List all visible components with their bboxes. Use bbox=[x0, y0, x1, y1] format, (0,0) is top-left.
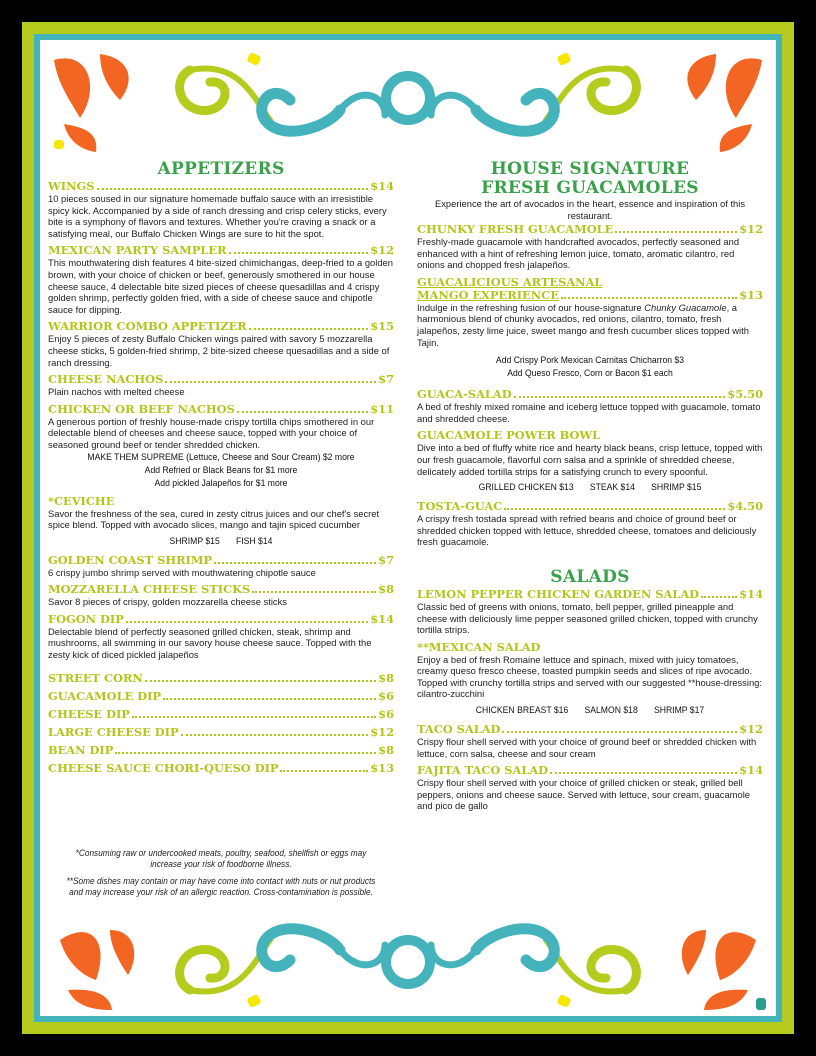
menu-item-large-cheese-dip bbox=[48, 726, 394, 739]
item-name: GUACAMOLE DIP bbox=[48, 688, 162, 703]
item-name: CHEESE NACHOS bbox=[48, 372, 164, 387]
item-description: Savor the freshness of the sea, cured in zesty citrus juices and our chef's secret spice blend. Topped with avocado slices, mango and tajin spiced cucumber bbox=[48, 507, 380, 531]
item-addon: Add pickled Jalapeños for $1 more bbox=[154, 477, 288, 489]
item-name-line2: MANGO EXPERIENCE bbox=[417, 287, 559, 302]
item-description: A generous portion of freshly house-made crispy tortilla chips smothered in our delectable blend of cheeses and cheese sauce, topped with your choice of seasoned ground beef or tender shredded chicken. bbox=[48, 415, 375, 450]
item-description: Crispy flour shell served with your choice of ground beef or shredded chicken with lettuce, corn salsa, cheese and sour cream bbox=[417, 736, 757, 759]
guacamoles-subtitle: Experience the art of avocados in the heart, essence and inspiration of this restaurant. bbox=[434, 198, 746, 221]
menu-item-street-corn bbox=[48, 672, 394, 685]
item-name: TOSTA-GUAC bbox=[417, 499, 503, 514]
menu-page bbox=[40, 40, 776, 1016]
menu-item-guacamole-power-bowl bbox=[417, 429, 763, 495]
menu-item-chori-queso-dip bbox=[48, 762, 394, 775]
item-name: CHICKEN OR BEEF NACHOS bbox=[48, 401, 235, 416]
item-name: GUACAMOLE POWER BOWL bbox=[417, 428, 601, 443]
item-options bbox=[65, 535, 376, 549]
option-steak: STEAK $14 bbox=[589, 482, 635, 494]
item-price: $4.50 bbox=[727, 499, 763, 514]
option-shrimp: SHRIMP $15 bbox=[651, 482, 702, 494]
item-addon: MAKE THEM SUPREME (Lettuce, Cheese and Sour Cream) $2 more bbox=[87, 451, 355, 463]
item-name: GOLDEN COAST SHRIMP bbox=[48, 552, 213, 567]
option-fish: FISH $14 bbox=[235, 535, 273, 547]
item-price: $12 bbox=[370, 724, 394, 739]
item-price: $5.50 bbox=[727, 387, 763, 402]
appetizers-title: APPETIZERS bbox=[157, 159, 285, 179]
item-description: 6 crispy jumbo shrimp served with mouthwatering chipotle sauce bbox=[48, 566, 316, 578]
item-options bbox=[434, 481, 745, 495]
option-shrimp: SHRIMP $15 bbox=[169, 535, 220, 547]
item-name: CHUNKY FRESH GUACAMOLE bbox=[417, 222, 614, 236]
item-name: FOGON DIP bbox=[48, 611, 124, 626]
menu-item-chicken-beef-nachos bbox=[48, 403, 394, 490]
menu-item-bean-dip bbox=[48, 744, 394, 757]
item-description: This mouthwatering dish features 4 bite-sized chimichangas, deep-fried to a golden brown, with your choice of chicken or beef, generously smothered in our house cheese sauce, 4 delectable bite sized pieces of cheese quesadillas and 4 crispy golden shrimp, perfectly golden fried, with a side of cheese sauce and chipotle sauce for dipping. bbox=[48, 257, 393, 315]
menu-item-chunky-guacamole bbox=[417, 223, 763, 271]
scroll-ornament-bottom bbox=[180, 929, 637, 992]
menu-item-ceviche bbox=[48, 495, 394, 549]
item-name: **MEXICAN SALAD bbox=[417, 639, 541, 654]
guacamoles-salads-column bbox=[417, 160, 763, 812]
allergy-notes bbox=[48, 848, 394, 904]
item-description: Indulge in the refreshing fusion of our house-signature Chunky Guacamole, a harmonious blend of chunky avocados, red onions, cilantro, tomato, fresh jalapeños, zesty lime juice, sweet mango and fresh cucumber slices topped with Tajin. bbox=[417, 301, 749, 348]
item-name: CHEESE SAUCE CHORI-QUESO DIP bbox=[48, 760, 279, 775]
item-description: 10 pieces soused in our signature homemade buffalo sauce with an irresistible spicy kick. Accompanied by a side of ranch dressing and crisp celery sticks, every bite is a symphony of flavors and textures. Whether you're craving a snack or a satisfying meal, our Buffalo Chicken Wings are sure to hit the spot. bbox=[48, 193, 387, 239]
salads-title: SALADS bbox=[550, 566, 630, 587]
item-price: $7 bbox=[378, 372, 394, 387]
item-name: CHEESE DIP bbox=[48, 706, 130, 721]
menu-item-fogon-dip bbox=[48, 613, 394, 661]
menu-item-tosta-guac bbox=[417, 500, 763, 548]
item-name: STREET CORN bbox=[48, 670, 143, 685]
menu-item-warrior-combo bbox=[48, 320, 394, 368]
item-options bbox=[434, 704, 745, 718]
item-price: $11 bbox=[370, 401, 394, 416]
item-price: $6 bbox=[378, 706, 394, 721]
nut-allergy-warning: **Some dishes may contain or may have come into contact with nuts or nut products and may increase your risk of an allergic reaction. Cross-contamination is possible. bbox=[66, 876, 376, 897]
menu-item-wings bbox=[48, 180, 394, 239]
item-price: $12 bbox=[370, 243, 394, 258]
item-price: $13 bbox=[739, 287, 763, 302]
item-name: MEXICAN PARTY SAMPLER bbox=[48, 243, 227, 258]
item-description: Savor 8 pieces of crispy, golden mozzarella cheese sticks bbox=[48, 596, 287, 608]
option-shrimp: SHRIMP $17 bbox=[653, 705, 705, 717]
item-name: GUACA-SALAD bbox=[417, 387, 512, 402]
menu-item-guaca-salad bbox=[417, 388, 763, 424]
item-price: $14 bbox=[370, 611, 394, 626]
item-name: FAJITA TACO SALAD bbox=[417, 763, 549, 778]
menu-item-fajita-taco-salad bbox=[417, 764, 763, 812]
option-grilled-chicken: GRILLED CHICKEN $13 bbox=[478, 482, 574, 494]
item-description: Delectable blend of perfectly seasoned grilled chicken, steak, shrimp and mushrooms, all swimming in our savory house cheese sauce. Topped with the zesty kick of diced pickled jalapeños bbox=[48, 625, 372, 661]
item-name: LARGE CHEESE DIP bbox=[48, 724, 179, 739]
appetizers-column bbox=[48, 160, 394, 775]
guacamoles-title-line1: HOUSE SIGNATURE bbox=[490, 159, 690, 179]
item-price: $15 bbox=[370, 319, 394, 334]
menu-item-mango-guacamole bbox=[417, 276, 763, 380]
yellow-dots-bottom bbox=[246, 994, 571, 1008]
petal-ornament-bottom-left bbox=[60, 930, 134, 1010]
yellow-dots-top bbox=[54, 52, 572, 149]
item-price: $14 bbox=[739, 586, 763, 601]
item-price: $8 bbox=[378, 670, 394, 685]
menu-item-mexican-party-sampler bbox=[48, 244, 394, 315]
petal-ornament-top-left bbox=[54, 54, 129, 152]
item-name: BEAN DIP bbox=[48, 742, 114, 757]
menu-item-mexican-salad bbox=[417, 641, 763, 718]
menu-item-mozzarella-sticks bbox=[48, 583, 394, 608]
menu-item-taco-salad bbox=[417, 723, 763, 759]
item-price: $14 bbox=[739, 763, 763, 778]
item-price: $14 bbox=[370, 179, 394, 193]
item-price: $6 bbox=[378, 688, 394, 703]
item-description: Freshly-made guacamole with handcrafted avocados, perfectly seasoned and enhanced with a hint of refreshing lemon juice, tomato, aromatic cilantro, red onions and chopped fresh jalapeños. bbox=[417, 236, 740, 271]
item-price: $8 bbox=[378, 742, 394, 757]
menu-item-lemon-pepper-salad bbox=[417, 588, 763, 636]
item-price: $8 bbox=[378, 582, 394, 597]
item-addon: Add Crispy Pork Mexican Carnitas Chicharron $3 bbox=[495, 355, 685, 367]
item-description: Enjoy 5 pieces of zesty Buffalo Chicken wings paired with savory 5 mozzarella cheese sticks, 5 golden-fried shrimp, 2 bite-sized cheese quesadillas and a side of ranch dressing. bbox=[48, 333, 390, 368]
item-name: MOZZARELLA CHEESE STICKS bbox=[48, 582, 251, 597]
item-addon: Add Refried or Black Beans for $1 more bbox=[144, 464, 298, 476]
item-description: Classic bed of greens with onions, tomato, bell pepper, grilled pineapple and cheese with deliciously lime pepper seasoned grilled chicken, topped with crunchy tortilla strips. bbox=[417, 600, 758, 636]
item-price: $7 bbox=[378, 552, 394, 567]
item-description: A crispy fresh tostada spread with refried beans and choice of ground beef or shredded chicken topped with lettuce, shredded cheese, tomatoes and deliciously fresh guacamole. bbox=[417, 513, 757, 548]
item-name: WARRIOR COMBO APPETIZER bbox=[48, 319, 247, 334]
menu-item-guacamole-dip bbox=[48, 690, 394, 703]
option-salmon: SALMON $18 bbox=[584, 705, 638, 717]
item-description: Plain nachos with melted cheese bbox=[48, 386, 185, 398]
item-description: A bed of freshly mixed romaine and iceberg lettuce topped with guacamole, tomato and shredded cheese. bbox=[417, 401, 761, 424]
item-name: *CEVICHE bbox=[48, 493, 115, 508]
item-name: WINGS bbox=[48, 179, 95, 193]
item-name: LEMON PEPPER CHICKEN GARDEN SALAD bbox=[417, 586, 700, 601]
item-price: $13 bbox=[370, 760, 394, 775]
menu-item-cheese-dip bbox=[48, 708, 394, 721]
item-description: Dive into a bed of fluffy white rice and hearty black beans, crisp lettuce, topped with our fresh guacamole, flavorful corn salsa and a sprinkle of shredded cheese, delicately added tortilla strips for a satisfying crunch to every spoonful. bbox=[417, 442, 763, 477]
option-chicken-breast: CHICKEN BREAST $16 bbox=[475, 705, 569, 717]
scroll-ornament-top bbox=[180, 68, 637, 131]
raw-food-warning: *Consuming raw or undercooked meats, poultry, seafood, shellfish or eggs may increase your risk of foodborne illness. bbox=[75, 848, 367, 869]
teal-corner-dot bbox=[756, 998, 766, 1010]
item-description: Enjoy a bed of fresh Romaine lettuce and spinach, mixed with juicy tomatoes, creamy queso fresco cheese, toasted pumpkin seeds and slices of ripe avocado. Topped with crunchy tortilla strips and served with our suggested **house-dressing: cilantro-zucchini bbox=[417, 653, 762, 700]
item-description: Crispy flour shell served with your choice of grilled chicken or steak, grilled bell peppers, onions and cheese sauce. Served with lettuce, sour cream, guacamole and pico de gallo bbox=[417, 777, 751, 812]
item-name-line1: GUACALICIOUS ARTESANAL bbox=[417, 274, 603, 289]
item-price: $12 bbox=[739, 222, 763, 236]
menu-item-golden-coast-shrimp bbox=[48, 554, 394, 579]
petal-ornament-top-right bbox=[687, 54, 762, 152]
petal-ornament-bottom-right bbox=[682, 930, 756, 1010]
item-addon: Add Queso Fresco, Corn or Bacon $1 each bbox=[507, 368, 673, 380]
guacamoles-title-line2: FRESH GUACAMOLES bbox=[481, 178, 699, 198]
item-price: $12 bbox=[739, 722, 763, 737]
item-name: TACO SALAD bbox=[417, 722, 501, 737]
menu-item-cheese-nachos bbox=[48, 373, 394, 398]
